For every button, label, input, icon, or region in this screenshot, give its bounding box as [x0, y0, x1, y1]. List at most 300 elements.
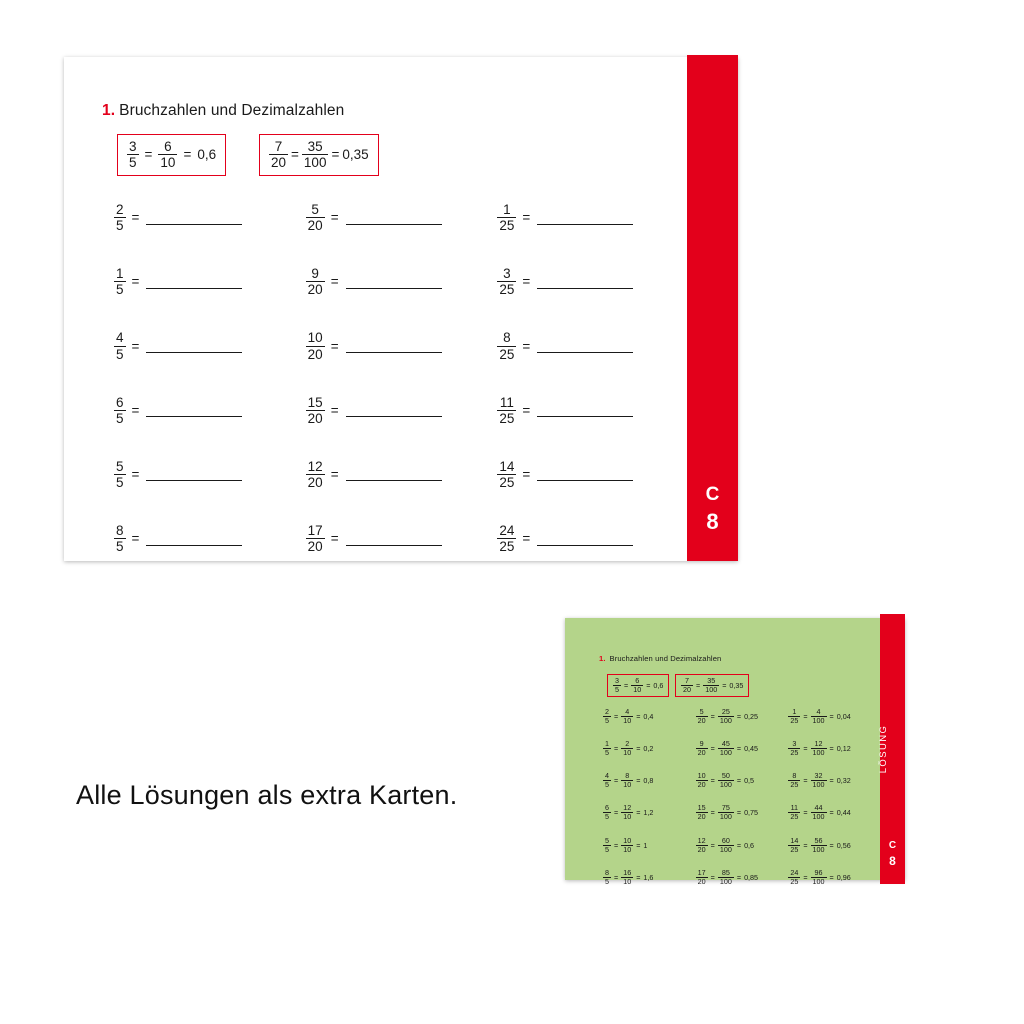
fraction-denominator: 20: [697, 716, 706, 726]
fraction-denominator: 10: [623, 748, 632, 758]
equals-sign: =: [131, 274, 140, 290]
fraction-numerator: 6: [116, 394, 124, 410]
exercise-fraction: [497, 459, 516, 490]
exercise-item[interactable]: [306, 395, 498, 426]
equals-sign: =: [330, 210, 339, 226]
fraction-denominator: 25: [790, 844, 799, 854]
fraction-numerator: 12: [697, 835, 706, 845]
equals-sign: =: [736, 872, 742, 882]
solution-decimal: 1: [643, 840, 648, 850]
fraction-denominator: 20: [307, 539, 323, 555]
fraction-denominator: 20: [697, 812, 706, 822]
fraction-denominator: 5: [116, 539, 124, 555]
equals-sign: =: [829, 872, 834, 882]
fraction-denominator: 100: [812, 780, 825, 790]
solution-decimal: 0,04: [836, 712, 851, 722]
numerator: 35: [707, 676, 716, 685]
solution-item: [696, 869, 789, 886]
solution-fraction: [696, 869, 708, 886]
answer-blank[interactable]: [346, 532, 442, 546]
fraction-numerator: 16: [623, 867, 632, 877]
fraction-denominator: 5: [605, 876, 609, 886]
fraction-numerator: 5: [605, 835, 609, 845]
exercise-fraction: [306, 330, 325, 361]
solution-fraction-expanded: [621, 869, 633, 886]
example-2-numerator-a: 7: [274, 139, 283, 154]
exercise-fraction: [306, 459, 325, 490]
fraction-numerator: 56: [814, 835, 823, 845]
fraction-denominator: 25: [790, 812, 799, 822]
exercise-fraction: [114, 459, 126, 490]
exercise-fraction: [114, 395, 126, 426]
fraction-denominator: 5: [605, 780, 609, 790]
equals-sign: =: [803, 776, 808, 786]
equals-sign: =: [710, 808, 715, 818]
solution-worked-example-1: [607, 674, 669, 697]
exercise-item[interactable]: [114, 395, 306, 426]
solution-item: [788, 804, 881, 821]
solution-decimal: 0,96: [836, 872, 851, 882]
solution-item: [788, 869, 881, 886]
equals-sign: =: [330, 402, 339, 418]
fraction-denominator: 25: [499, 346, 515, 362]
solution-card-bar-letter: C: [888, 840, 897, 851]
exercise-card-bar-number: 8: [706, 509, 719, 534]
exercise-item[interactable]: [114, 523, 306, 554]
solution-card: [565, 618, 905, 886]
equals-sign: =: [829, 776, 834, 786]
fraction-numerator: 24: [790, 867, 799, 877]
fraction-numerator: 4: [625, 707, 630, 716]
fraction-numerator: 12: [307, 458, 323, 474]
exercise-item[interactable]: [497, 266, 689, 297]
equals-sign: =: [646, 681, 651, 691]
fraction-denominator: 10: [623, 812, 632, 822]
equals-sign: =: [736, 776, 742, 786]
equals-sign: =: [710, 744, 715, 754]
fraction-denominator: 5: [116, 218, 124, 234]
fraction-denominator: 25: [499, 218, 515, 234]
solution-decimal: 0,5: [744, 776, 755, 786]
exercise-fraction: [114, 330, 126, 361]
answer-blank[interactable]: [537, 211, 633, 225]
fraction-denominator: 100: [719, 812, 732, 822]
solution-example-2-fraction-b: [703, 677, 719, 694]
answer-blank[interactable]: [146, 339, 242, 353]
exercise-grid: [114, 202, 689, 554]
exercise-card-red-bar: [687, 55, 738, 561]
fraction-numerator: 3: [503, 266, 511, 282]
equals-sign: =: [736, 808, 742, 818]
fraction-numerator: 60: [721, 835, 730, 845]
equals-sign: =: [710, 872, 715, 882]
equals-sign: =: [522, 531, 531, 547]
exercise-item[interactable]: [114, 459, 306, 490]
equals-sign: =: [722, 681, 727, 691]
fraction-numerator: 9: [311, 266, 319, 282]
fraction-numerator: 45: [721, 739, 730, 749]
solution-fraction: [788, 804, 800, 821]
equals-sign: =: [522, 466, 531, 482]
solution-fraction: [603, 837, 611, 854]
fraction-denominator: 10: [623, 780, 632, 790]
solution-fraction-expanded: [718, 869, 734, 886]
exercise-fraction: [114, 266, 126, 297]
equals-sign: =: [829, 808, 834, 818]
answer-blank[interactable]: [146, 467, 242, 481]
equals-sign: =: [614, 712, 619, 722]
fraction-numerator: 5: [311, 202, 319, 217]
solution-decimal: 0,56: [836, 840, 851, 850]
solution-item: [603, 869, 696, 886]
solution-example-1-fraction-a: [613, 677, 621, 694]
solution-decimal: 0,2: [643, 744, 654, 754]
exercise-item[interactable]: [497, 459, 689, 490]
solution-fraction-expanded: [621, 740, 633, 757]
answer-blank[interactable]: [346, 339, 442, 353]
solution-fraction: [696, 740, 708, 757]
solution-item: [788, 708, 881, 725]
equals-sign: =: [636, 744, 641, 754]
fraction-numerator: 6: [605, 803, 609, 813]
exercise-item[interactable]: [114, 202, 306, 233]
denominator: 100: [705, 685, 718, 695]
answer-blank[interactable]: [537, 339, 633, 353]
fraction-numerator: 15: [307, 394, 323, 410]
equals-sign: =: [330, 531, 339, 547]
equals-sign: =: [522, 402, 531, 418]
example-1-denominator-b: 10: [160, 155, 176, 171]
example-2-numerator-b: 35: [307, 139, 323, 154]
fraction-denominator: 100: [812, 748, 825, 758]
solution-item: [603, 837, 696, 854]
solution-item: [788, 837, 881, 854]
worked-example-2: [259, 134, 379, 176]
fraction-numerator: 14: [790, 835, 799, 845]
fraction-denominator: 5: [116, 346, 124, 362]
solution-card-bar-number: 8: [889, 854, 896, 868]
solution-fraction: [696, 837, 708, 854]
fraction-numerator: 10: [307, 330, 323, 346]
exercise-card: [64, 57, 738, 561]
equals-sign: =: [614, 808, 619, 818]
solution-example-1-fraction-b: [631, 677, 643, 694]
fraction-numerator: 15: [697, 803, 706, 813]
exercise-item[interactable]: [306, 330, 498, 361]
solution-decimal: 0,12: [836, 744, 851, 754]
solution-item: [696, 804, 789, 821]
solution-fraction-expanded: [621, 804, 633, 821]
equals-sign: =: [803, 808, 808, 818]
solution-fraction: [603, 772, 611, 789]
solution-example-1-result: 0,6: [653, 681, 664, 691]
answer-blank[interactable]: [346, 403, 442, 417]
solution-item: [788, 740, 881, 757]
exercise-task-title: Bruchzahlen und Dezimalzahlen: [119, 102, 345, 119]
fraction-denominator: 20: [697, 876, 706, 886]
exercise-fraction: [114, 202, 126, 233]
answer-blank[interactable]: [346, 211, 442, 225]
solution-side-label: LÖSUNG: [878, 724, 889, 774]
fraction-numerator: 8: [605, 867, 609, 877]
solution-decimal: 0,25: [744, 712, 759, 722]
denominator: 20: [683, 685, 691, 695]
solution-fraction-expanded: [718, 740, 734, 757]
equals-sign: =: [829, 840, 834, 850]
exercise-fraction: [497, 395, 516, 426]
fraction-numerator: 8: [625, 771, 630, 781]
equals-sign: =: [710, 840, 715, 850]
fraction-numerator: 14: [499, 458, 515, 474]
equals-sign: =: [636, 712, 641, 722]
solution-item: [603, 804, 696, 821]
fraction-denominator: 20: [307, 474, 323, 490]
solution-fraction: [788, 837, 800, 854]
exercise-item[interactable]: [497, 395, 689, 426]
solution-item: [696, 837, 789, 854]
solution-decimal: 0,4: [643, 712, 654, 722]
fraction-numerator: 3: [792, 739, 797, 749]
example-2-fraction-a: [269, 139, 288, 170]
numerator: 6: [635, 676, 640, 685]
fraction-denominator: 5: [605, 748, 609, 758]
fraction-numerator: 96: [814, 867, 823, 877]
fraction-numerator: 8: [503, 330, 511, 346]
fraction-numerator: 25: [721, 707, 730, 716]
fraction-numerator: 4: [116, 330, 124, 346]
exercise-fraction: [306, 523, 325, 554]
fraction-denominator: 5: [116, 474, 124, 490]
solution-decimal: 0,85: [744, 872, 759, 882]
example-1-fraction-b: [158, 139, 177, 170]
numerator: 3: [615, 676, 619, 685]
solution-decimal: 1,2: [643, 808, 654, 818]
fraction-numerator: 50: [721, 771, 730, 781]
fraction-denominator: 20: [697, 780, 706, 790]
fraction-denominator: 25: [790, 716, 799, 726]
example-1-fraction-a: [127, 139, 139, 170]
answer-blank[interactable]: [537, 467, 633, 481]
equals-sign: =: [636, 776, 641, 786]
solution-fraction: [788, 708, 800, 725]
equals-sign: =: [330, 466, 339, 482]
solution-fraction-expanded: [621, 837, 633, 854]
solution-fraction: [696, 804, 708, 821]
solution-decimal: 0,32: [836, 776, 851, 786]
exercise-fraction: [497, 523, 516, 554]
equals-sign: =: [803, 744, 808, 754]
equals-sign: =: [710, 776, 715, 786]
solution-fraction-expanded: [811, 772, 827, 789]
fraction-denominator: 25: [790, 876, 799, 886]
answer-blank[interactable]: [537, 532, 633, 546]
answer-blank[interactable]: [146, 403, 242, 417]
exercise-fraction: [114, 523, 126, 554]
equals-sign: =: [636, 872, 641, 882]
answer-blank[interactable]: [346, 467, 442, 481]
exercise-task-heading: [102, 102, 344, 120]
fraction-denominator: 20: [307, 410, 323, 426]
solution-fraction: [603, 869, 611, 886]
exercise-item[interactable]: [306, 523, 498, 554]
fraction-numerator: 5: [699, 707, 704, 716]
solution-decimal: 0,8: [643, 776, 654, 786]
answer-blank[interactable]: [537, 275, 633, 289]
fraction-numerator: 2: [605, 707, 609, 716]
example-1-result: 0,6: [197, 147, 217, 163]
exercise-fraction: [306, 202, 325, 233]
solution-card-red-bar: [880, 614, 905, 884]
fraction-denominator: 100: [719, 844, 732, 854]
fraction-denominator: 5: [116, 282, 124, 298]
example-2-equals-2: =: [331, 147, 340, 163]
solution-decimal: 1,6: [643, 872, 654, 882]
example-1-equals-1: =: [144, 147, 153, 163]
equals-sign: =: [736, 840, 742, 850]
solution-fraction-expanded: [811, 708, 827, 725]
solution-decimal: 0,75: [744, 808, 759, 818]
exercise-item[interactable]: [306, 266, 498, 297]
fraction-denominator: 20: [307, 282, 323, 298]
exercise-fraction: [306, 395, 325, 426]
fraction-numerator: 1: [503, 202, 511, 217]
fraction-denominator: 100: [812, 716, 825, 726]
fraction-numerator: 44: [814, 803, 823, 813]
exercise-item[interactable]: [306, 459, 498, 490]
solution-item: [696, 708, 789, 725]
equals-sign: =: [522, 338, 531, 354]
equals-sign: =: [696, 681, 701, 691]
solution-decimal: 0,45: [744, 744, 759, 754]
fraction-numerator: 4: [816, 707, 821, 716]
exercise-item[interactable]: [114, 266, 306, 297]
equals-sign: =: [736, 744, 742, 754]
fraction-denominator: 25: [499, 282, 515, 298]
fraction-denominator: 100: [719, 748, 732, 758]
numerator: 7: [685, 676, 689, 685]
equals-sign: =: [803, 712, 808, 722]
equals-sign: =: [636, 840, 641, 850]
fraction-numerator: 11: [790, 803, 799, 813]
example-2-equals-1: =: [291, 147, 299, 163]
worked-example-1: [117, 134, 226, 176]
fraction-denominator: 100: [719, 876, 732, 886]
solution-decimal: 0,44: [836, 808, 851, 818]
equals-sign: =: [131, 210, 140, 226]
equals-sign: =: [803, 840, 808, 850]
fraction-numerator: 8: [116, 523, 124, 539]
solution-fraction: [788, 869, 800, 886]
exercise-fraction: [497, 330, 516, 361]
solution-fraction: [603, 740, 611, 757]
solution-grid: [603, 708, 881, 886]
equals-sign: =: [522, 274, 531, 290]
fraction-denominator: 100: [719, 780, 732, 790]
answer-blank[interactable]: [146, 275, 242, 289]
solution-example-2-fraction-a: [681, 677, 693, 694]
equals-sign: =: [736, 712, 742, 722]
fraction-numerator: 11: [499, 394, 514, 410]
answer-blank[interactable]: [146, 211, 242, 225]
solution-item: [696, 772, 789, 789]
answer-blank[interactable]: [146, 532, 242, 546]
exercise-fraction: [497, 202, 516, 233]
solution-fraction-expanded: [811, 869, 827, 886]
fraction-numerator: 1: [605, 739, 609, 749]
fraction-denominator: 25: [499, 474, 515, 490]
equals-sign: =: [624, 681, 629, 691]
equals-sign: =: [330, 338, 339, 354]
fraction-denominator: 5: [605, 812, 609, 822]
solution-item: [603, 772, 696, 789]
caption-text: Alle Lösungen als extra Karten.: [76, 780, 458, 810]
equals-sign: =: [614, 840, 619, 850]
exercise-item[interactable]: [306, 202, 498, 233]
fraction-denominator: 25: [499, 539, 515, 555]
fraction-numerator: 24: [499, 523, 515, 539]
exercise-task-number: 1.: [102, 102, 116, 119]
fraction-denominator: 5: [116, 410, 124, 426]
solution-task-heading: [599, 654, 721, 663]
answer-blank[interactable]: [537, 403, 633, 417]
denominator: 10: [633, 685, 642, 695]
solution-fraction: [603, 804, 611, 821]
fraction-denominator: 25: [790, 780, 799, 790]
fraction-numerator: 10: [697, 771, 706, 781]
fraction-denominator: 100: [812, 812, 825, 822]
fraction-numerator: 8: [792, 771, 797, 781]
equals-sign: =: [614, 872, 619, 882]
example-2-denominator-b: 100: [303, 155, 327, 171]
answer-blank[interactable]: [346, 275, 442, 289]
equals-sign: =: [829, 712, 834, 722]
fraction-denominator: 25: [499, 410, 515, 426]
fraction-numerator: 2: [116, 202, 124, 217]
exercise-fraction: [306, 266, 325, 297]
exercise-item[interactable]: [114, 330, 306, 361]
solution-fraction-expanded: [811, 804, 827, 821]
solution-fraction-expanded: [811, 837, 827, 854]
example-1-numerator-a: 3: [129, 139, 137, 154]
solution-task-number: 1.: [599, 654, 606, 663]
exercise-item[interactable]: [497, 523, 689, 554]
fraction-denominator: 100: [812, 844, 825, 854]
equals-sign: =: [614, 744, 619, 754]
equals-sign: =: [131, 338, 140, 354]
exercise-card-bar-letter: C: [705, 484, 720, 505]
example-1-equals-2: =: [183, 147, 192, 163]
solution-fraction-expanded: [621, 772, 633, 789]
equals-sign: =: [829, 744, 834, 754]
fraction-numerator: 10: [623, 835, 632, 845]
fraction-numerator: 17: [307, 523, 323, 539]
fraction-numerator: 4: [605, 771, 609, 781]
solution-fraction-expanded: [718, 772, 734, 789]
exercise-fraction: [497, 266, 516, 297]
fraction-denominator: 20: [697, 748, 706, 758]
example-2-result: 0,35: [342, 147, 369, 163]
example-2-fraction-b: [302, 139, 329, 170]
fraction-numerator: 9: [699, 739, 704, 749]
fraction-numerator: 12: [623, 803, 632, 813]
exercise-item[interactable]: [497, 202, 689, 233]
solution-fraction: [603, 708, 611, 725]
fraction-denominator: 25: [790, 748, 799, 758]
equals-sign: =: [522, 210, 531, 226]
solution-worked-example-2: [675, 674, 749, 697]
fraction-denominator: 10: [623, 876, 632, 886]
exercise-item[interactable]: [497, 330, 689, 361]
